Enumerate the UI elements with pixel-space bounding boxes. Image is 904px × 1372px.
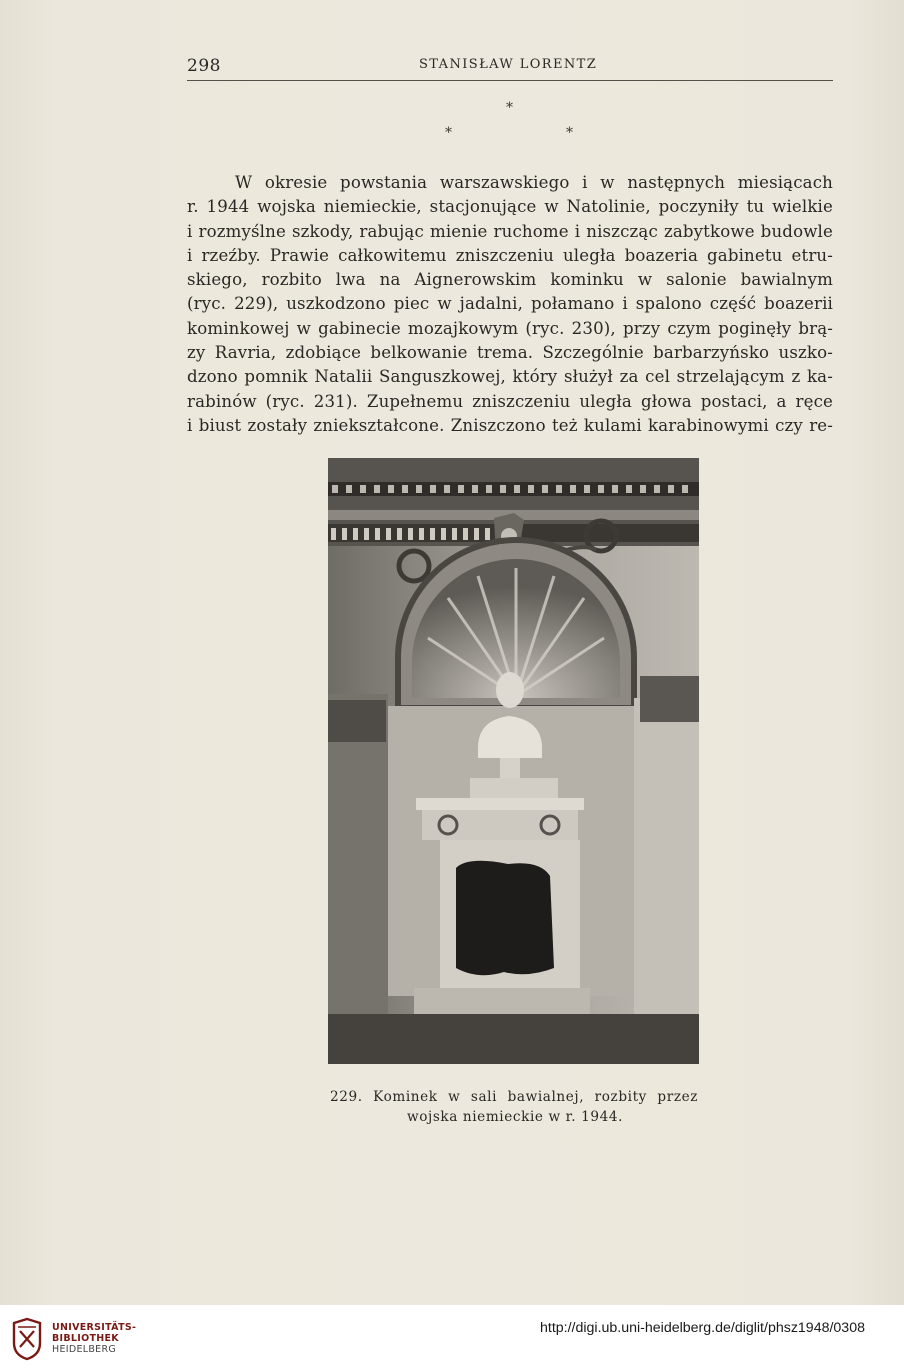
body-paragraph — [187, 171, 833, 438]
floor — [328, 1014, 699, 1064]
library-footer — [0, 1305, 904, 1372]
source-url-link[interactable]: http://digi.ub.uni-heidelberg.de/diglit/phsz1948/0308 — [540, 1320, 865, 1336]
mantel — [416, 798, 584, 810]
body-line: dzono pomnik Natalii Sanguszkowej, który służył za cel strzelającym z ka- — [187, 367, 833, 387]
body-line: zy Ravria, zdobiące belkowanie trema. Szczególnie barbarzyńsko uszko- — [187, 343, 833, 363]
body-line: i rozmyślne szkody, rabując mienie ruchome i niszcząc zabytkowe budowle — [187, 221, 833, 241]
separator-asterisk-left: * — [445, 125, 452, 141]
page-header — [187, 56, 833, 80]
body-line: i rzeźby. Prawie całkowitemu zniszczeniu uległa boazeria gabinetu etru- — [187, 245, 833, 265]
relief-panel-left — [328, 700, 386, 742]
body-line: rabinów (ryc. 231). Zupełnemu zniszczeniu uległa głowa postaci, a ręce — [187, 391, 833, 411]
caption-line: 229. Kominek w sali bawialnej, rozbity przez — [330, 1089, 698, 1105]
institution-line: UNIVERSITÄTS- — [52, 1322, 137, 1333]
figure-caption — [320, 1087, 710, 1127]
page-number: 298 — [187, 56, 221, 76]
institution-line: HEIDELBERG — [52, 1344, 117, 1355]
body-line: i biust zostały zniekształcone. Zniszczono też kulami karabinowymi czy re- — [187, 415, 833, 435]
body-line: (ryc. 229), uszkodzono piec w jadalni, połamano i spalono część boazerii — [187, 294, 833, 314]
header-rule — [187, 80, 833, 81]
university-library-logo-icon — [10, 1317, 44, 1361]
institution-line: BIBLIOTHEK — [52, 1333, 119, 1344]
separator-asterisk-top: * — [506, 100, 513, 116]
running-head: STANISŁAW LORENTZ — [419, 57, 598, 72]
body-line: skiego, rozbito lwa na Aignerowskim kominku w salonie bawialnym — [187, 270, 833, 290]
body-line: r. 1944 wojska niemieckie, stacjonujące w Natolinie, poczyniły tu wielkie — [187, 197, 833, 217]
body-line: W okresie powstania warszawskiego i w następnych miesiącach — [235, 173, 833, 192]
institution-name — [52, 1322, 136, 1355]
fireplace-photo — [328, 458, 699, 1064]
relief-panel-right — [640, 676, 699, 722]
figure-photograph — [328, 458, 699, 1064]
fireplace-opening — [456, 861, 554, 975]
separator-asterisk-right: * — [566, 125, 573, 141]
body-line: kominkowej w gabinecie mozajkowym (ryc. 230), przy czym poginęły brą- — [187, 318, 833, 338]
caption-line: wojska niemieckie w r. 1944. — [407, 1109, 623, 1125]
